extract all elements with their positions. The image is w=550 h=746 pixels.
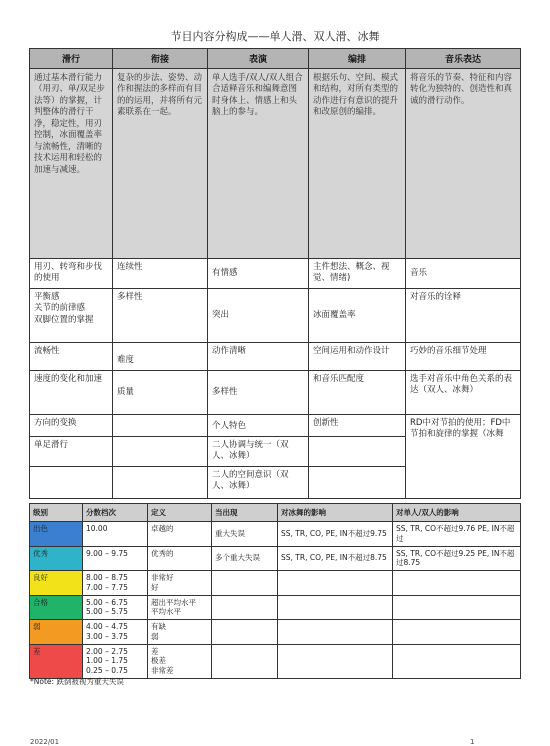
description-row	[30, 69, 521, 259]
appearance-empty	[212, 620, 278, 645]
criterion: 多样性	[208, 370, 309, 414]
page-title: 节目内容分构成——单人滑、双人滑、冰舞	[170, 30, 380, 43]
criterion-text: 平衡感 关节的前律感 双脚位置的掌握	[34, 291, 94, 325]
criterion: 空间运用和动作设计	[309, 342, 406, 370]
singles-impact-empty	[393, 644, 521, 678]
criterion: RD中对节拍的使用；FD中节拍和旋律的掌握（冰舞	[406, 414, 521, 498]
criteria-row	[30, 288, 521, 342]
scale-row	[30, 571, 521, 596]
definition-line: 非常差	[151, 666, 174, 675]
definition-line: 差	[151, 646, 159, 656]
criterion-empty	[309, 466, 406, 498]
criterion-empty	[113, 466, 208, 498]
score-range-line: 7.00 – 7.75	[86, 582, 128, 592]
singles-impact-empty	[393, 595, 521, 620]
definition	[148, 620, 212, 645]
criterion: 突出	[208, 288, 309, 342]
score-range	[83, 644, 148, 678]
header-transitions: 衔接	[113, 49, 208, 69]
definition	[148, 644, 212, 678]
scale-header-range: 分数档次	[83, 504, 148, 522]
singles-impact-empty	[393, 571, 521, 596]
dance-impact-empty	[278, 620, 393, 645]
criterion-empty	[30, 466, 113, 498]
header-presentation: 表演	[208, 49, 309, 69]
criterion: 难度	[113, 342, 208, 370]
score-range: 10.00	[83, 522, 148, 547]
scale-header-row	[30, 504, 521, 522]
criteria-row	[30, 342, 521, 370]
singles-impact: SS, TR, CO不超过9.76 PE, IN不超过	[393, 522, 521, 547]
criterion: 用刃、转弯和步伐的使用	[30, 259, 113, 289]
score-range-line: 2.00 – 2.75	[86, 646, 128, 656]
scale-header-definition: 定义	[148, 504, 212, 522]
component-table	[29, 48, 521, 499]
definition: 卓越的	[148, 522, 212, 547]
appearance-empty	[212, 571, 278, 596]
singles-impact-empty	[393, 620, 521, 645]
desc-composition: 根据乐句、空间、模式和结构，对所有类型的动作进行有意识的提升和改原创的编排。	[309, 69, 406, 259]
footer-date: 2022/01	[30, 738, 60, 746]
score-range-line: 1.00 – 1.75	[86, 656, 128, 666]
definition-line: 非常好	[151, 573, 174, 582]
criterion-empty	[113, 414, 208, 436]
score-range	[83, 620, 148, 645]
criterion: 速度的变化和加速	[30, 370, 113, 414]
level-cell: 良好	[30, 571, 83, 596]
score-range-line: 5.00 – 6.75	[86, 597, 128, 607]
appearance: 多个重大失误	[212, 546, 278, 571]
score-range-line: 0.25 – 0.75	[86, 666, 128, 675]
dance-impact-empty	[278, 644, 393, 678]
criterion: 个人特色	[208, 414, 309, 436]
appearance: 重大失误	[212, 522, 278, 547]
criterion: 方向的变换	[30, 414, 113, 436]
scale-row	[30, 644, 521, 678]
criterion: 单足滑行	[30, 436, 113, 466]
dance-impact-empty	[278, 595, 393, 620]
dance-impact: SS, TR, CO, PE, IN不超过9.75	[278, 522, 393, 547]
scoring-scale-table	[29, 503, 521, 679]
criterion-empty	[309, 436, 406, 466]
criterion: 对音乐的诠释	[406, 288, 521, 342]
criteria-row	[30, 414, 521, 436]
criterion: 选手对音乐中角色关系的表达（双人、冰舞）	[406, 370, 521, 414]
definition-line: 超出平均水平	[151, 597, 196, 607]
appearance-empty	[212, 595, 278, 620]
singles-impact: SS, TR, CO不超过9.25 PE, IN不超过8.75	[393, 546, 521, 571]
definition	[148, 571, 212, 596]
scale-header-level: 级别	[30, 504, 83, 522]
scale-header-dance-impact: 对冰舞的影响	[278, 504, 393, 522]
definition	[148, 595, 212, 620]
score-range-line: 8.00 – 8.75	[86, 573, 128, 582]
criterion: 冰面覆盖率	[309, 288, 406, 342]
footnote: *Note: 跌倒被视为重大失误	[30, 677, 124, 686]
criterion: 质量	[113, 370, 208, 414]
score-range-line: 3.00 – 3.75	[86, 631, 128, 641]
level-cell: 合格	[30, 595, 83, 620]
component-header-row	[30, 49, 521, 69]
scale-row	[30, 620, 521, 645]
desc-presentation: 单人选手/双人/双人组合合适释音乐和编舞意图时身体上、情感上和头脑上的参与。	[208, 69, 309, 259]
level-cell: 弱	[30, 620, 83, 645]
score-range-line: 4.00 – 4.75	[86, 622, 128, 631]
criterion: 流畅性	[30, 342, 113, 370]
score-range: 9.00 – 9.75	[83, 546, 148, 571]
definition-line: 极差	[151, 656, 166, 666]
criterion: 二人协调与统一（双人、冰舞）	[208, 436, 309, 466]
criterion: 多样性	[113, 288, 208, 342]
header-composition: 编排	[309, 49, 406, 69]
desc-skating: 通过基本滑行能力（用刃、单/双足步法等）的掌握，计判整体的滑行干净，稳定性，用刃控制，冰面覆盖率与流畅性，清晰的技术运用和轻松的加速与减速。	[30, 69, 113, 259]
scale-row	[30, 595, 521, 620]
criterion	[30, 288, 113, 342]
scale-header-appearance: 当出现	[212, 504, 278, 522]
scale-row	[30, 546, 521, 571]
header-interpretation: 音乐表达	[406, 49, 521, 69]
criteria-row	[30, 370, 521, 414]
criterion: 和音乐匹配度	[309, 370, 406, 414]
dance-impact-empty	[278, 571, 393, 596]
criterion: 音乐	[406, 259, 521, 289]
criterion: 创新性	[309, 414, 406, 436]
criterion: 连续性	[113, 259, 208, 289]
criterion: 有情感	[208, 259, 309, 289]
header-skating: 滑行	[30, 49, 113, 69]
page-number: 1	[470, 738, 475, 746]
level-cell: 优秀	[30, 546, 83, 571]
scale-row	[30, 522, 521, 547]
criterion: 巧妙的音乐细节处理	[406, 342, 521, 370]
score-range-line: 5.00 – 5.75	[86, 607, 128, 617]
score-range	[83, 595, 148, 620]
criterion: 二人的空间意识（双人、冰舞）	[208, 466, 309, 498]
dance-impact: SS, TR, CO, PE, IN不超过8.75	[278, 546, 393, 571]
definition-line: 有缺	[151, 622, 166, 631]
criteria-row	[30, 259, 521, 289]
desc-transitions: 复杂的步法、姿势、动作和握法的多样而有目的的运用，并将所有元素联系在一起。	[113, 69, 208, 259]
definition-line: 弱	[151, 631, 159, 641]
level-cell: 差	[30, 644, 83, 678]
appearance-empty	[212, 644, 278, 678]
level-cell: 出色	[30, 522, 83, 547]
score-range	[83, 571, 148, 596]
criterion: 主件想法、概念、视觉、情绪)	[309, 259, 406, 289]
definition-line: 平均水平	[151, 607, 181, 617]
criterion: 动作清晰	[208, 342, 309, 370]
definition-line: 好	[151, 582, 159, 592]
criterion-empty	[113, 436, 208, 466]
scale-header-singles-impact: 对单人/双人的影响	[393, 504, 521, 522]
definition: 优秀的	[148, 546, 212, 571]
desc-interpretation: 将音乐的节奏、特征和内容转化为独特的、创造性和真诚的滑行动作。	[406, 69, 521, 259]
